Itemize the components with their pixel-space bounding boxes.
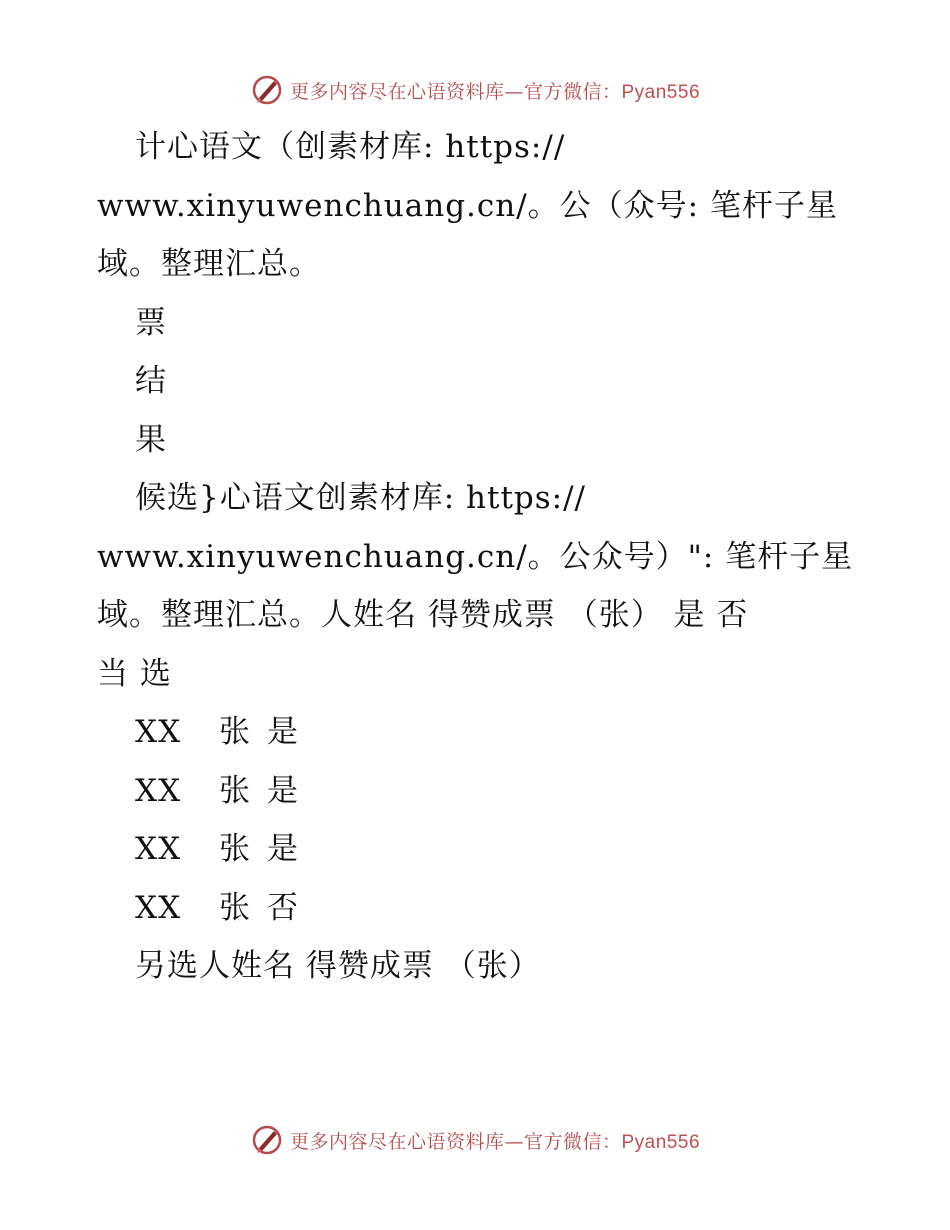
- candidate-name: XX: [135, 831, 182, 867]
- result-row: [97, 879, 837, 938]
- result-row: [97, 820, 837, 879]
- header-banner-text: 更多内容尽在心语资料库—官方微信：Pyan556: [289, 80, 701, 103]
- document-body: [97, 118, 854, 996]
- vertical-char-2: 结: [135, 363, 167, 399]
- elected-result: 是: [267, 772, 299, 809]
- elected-result: 是: [267, 831, 299, 867]
- para2-line3: 域。整理汇总。人姓名 得赞成票 （张） 是 否: [97, 597, 749, 633]
- pen-logo-icon: [250, 73, 284, 107]
- para2-line4: 当 选: [97, 655, 172, 692]
- vote-unit: 张: [219, 772, 251, 809]
- para2-line1: 候选}心语文创素材库: https://: [135, 480, 586, 516]
- result-row: [97, 762, 837, 821]
- vote-unit: 张: [219, 889, 251, 926]
- candidate-name: XX: [135, 772, 182, 809]
- elected-result: 否: [267, 889, 299, 926]
- vertical-char-3: 果: [135, 421, 167, 458]
- vote-unit: 张: [219, 831, 251, 867]
- candidate-name: XX: [135, 889, 182, 926]
- header-banner: [0, 70, 950, 110]
- elected-result: 是: [267, 714, 299, 750]
- para1-line3: 域。整理汇总。: [97, 246, 321, 282]
- result-row: [97, 703, 837, 762]
- header-wechat-id: Pyan556: [621, 81, 701, 103]
- alternate-candidate-line: 另选人姓名 得赞成票 （张）: [135, 948, 541, 984]
- footer-wechat-id: Pyan556: [621, 1131, 701, 1153]
- vote-unit: 张: [219, 714, 251, 750]
- para1-line2: www.xinyuwenchuang.cn/。公（众号: 笔杆子星: [97, 187, 838, 224]
- vertical-char-1: 票: [135, 304, 167, 341]
- footer-banner: [0, 1120, 950, 1160]
- para2-line2: www.xinyuwenchuang.cn/。公众号）": 笔杆子星: [97, 538, 854, 575]
- para1-line1: 计心语文（创素材库: https://: [135, 129, 566, 165]
- candidate-name: XX: [135, 714, 182, 750]
- footer-banner-text: 更多内容尽在心语资料库—官方微信：Pyan556: [289, 1130, 701, 1153]
- pen-logo-icon: [250, 1123, 284, 1157]
